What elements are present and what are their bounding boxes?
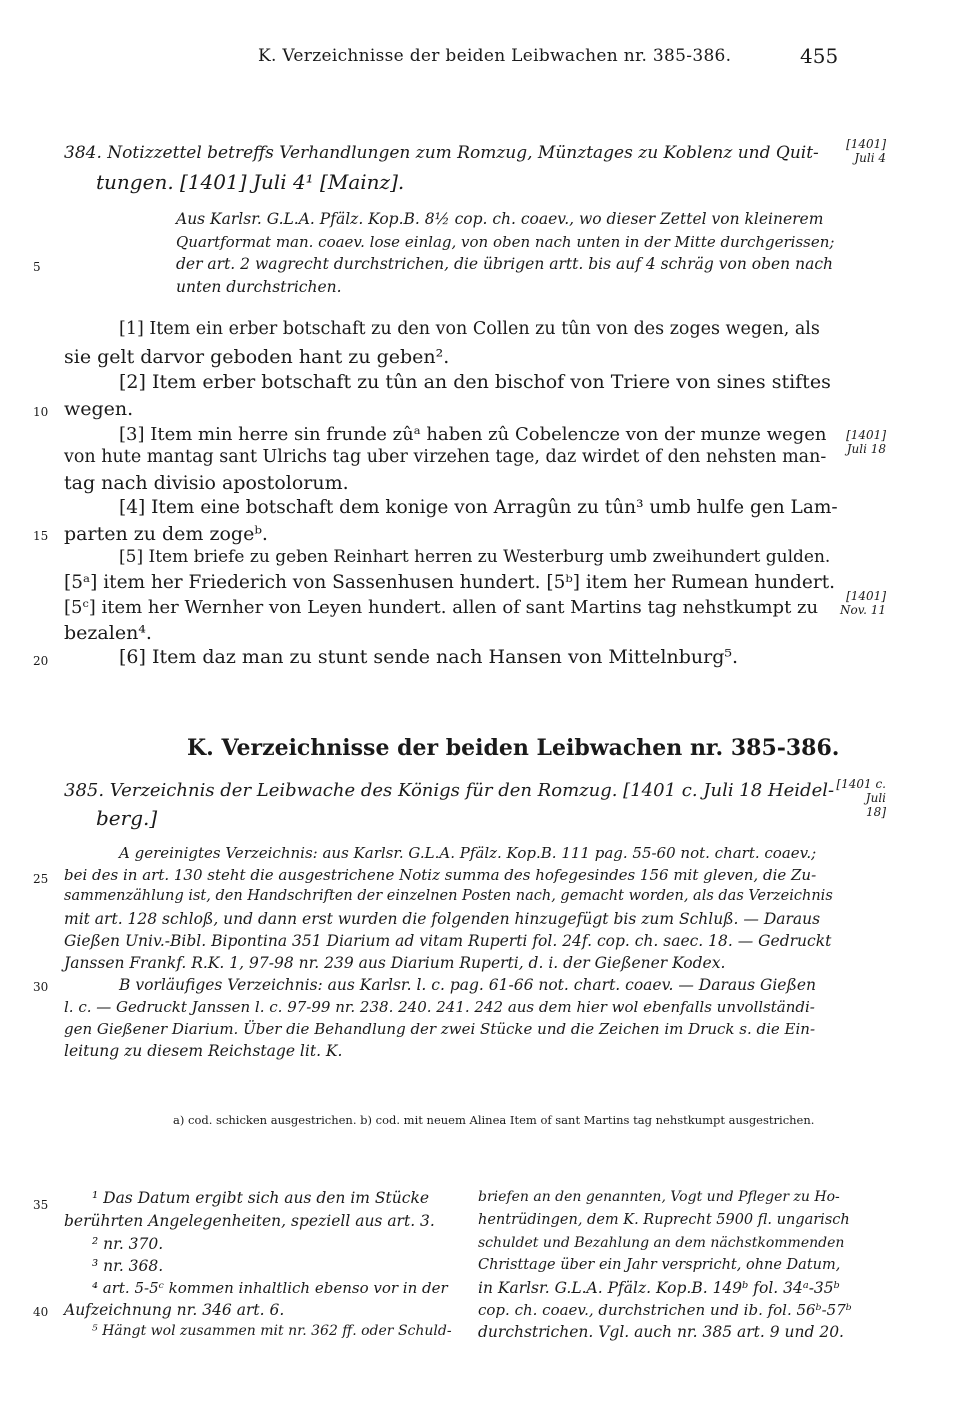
- remark-385-line: A gereinigtes Verzeichnis: aus Karlsr. G.L.A. Pfälz. Kop.B. 111 pag. 55-60 not. chart. coaev.;: [119, 844, 817, 862]
- line-number: 25: [33, 872, 49, 886]
- remark-385-line: l. c. — Gedruckt Janssen l. c. 97-99 nr. 238. 240. 241. 242 aus dem hier wol ebenfalls unvollständi-: [64, 998, 815, 1016]
- body-384-line: [2] Item erber botschaft zu tûn an den bischof von Triere von sines stiftes: [119, 371, 831, 393]
- remark-384-line: unten durchstrichen.: [176, 278, 342, 296]
- page-number: 455: [800, 44, 839, 68]
- body-384-line: [4] Item eine botschaft dem konige von Arragûn zu tûn³ umb hulfe gen Lam-: [119, 497, 838, 518]
- margin-date-juli-18: [1401] Juli 18: [846, 428, 886, 456]
- footnote-line: in Karlsr. G.L.A. Pfälz. Kop.B. 149ᵇ fol. 34ᵃ-35ᵇ: [478, 1279, 840, 1297]
- footnote-line: ¹ Das Datum ergibt sich aus den im Stücke: [92, 1189, 430, 1207]
- remark-385-line: B vorläufiges Verzeichnis: aus Karlsr. l. c. pag. 61-66 not. chart. coaev. — Daraus Gießen: [119, 976, 816, 994]
- textual-apparatus: a) cod. schicken ausgestrichen. b) cod. mit neuem Alinea Item of sant Martins tag nehstkumpt ausgestrichen.: [173, 1113, 815, 1127]
- line-number: 10: [33, 405, 49, 419]
- line-number: 35: [33, 1198, 49, 1212]
- body-384-line: bezalen⁴.: [64, 622, 152, 644]
- item-385-title-line-1: 385. Verzeichnis der Leibwache des Königs für den Romzug. [1401 c. Juli 18 Heidel-: [64, 780, 835, 801]
- line-number: 30: [33, 980, 49, 994]
- remark-385-line: sammenzählung ist, den Handschriften der einzelnen Posten nach, gemacht worden, als das Verzeichnis: [64, 888, 833, 904]
- remark-384-line: Quartformat man. coaev. lose einlag, von oben nach unten in der Mitte durchgerissen;: [176, 233, 835, 251]
- margin-date-nov-11: [1401] Nov. 11: [840, 589, 886, 617]
- body-384-line: parten zu dem zogeᵇ.: [64, 523, 268, 545]
- body-384-line: sie gelt darvor geboden hant zu geben².: [64, 346, 450, 368]
- line-number: 15: [33, 529, 49, 543]
- remark-385-line: Janssen Frankf. R.K. 1, 97-98 nr. 239 aus Diarium Ruperti, d. i. der Gießener Kodex.: [64, 954, 726, 972]
- running-header: K. Verzeichnisse der beiden Leibwachen nr. 385-386.: [258, 46, 732, 66]
- body-384-line: wegen.: [64, 398, 134, 420]
- line-number: 5: [33, 260, 41, 274]
- footnote-line: Christtage über ein Jahr verspricht, ohne Datum,: [478, 1257, 841, 1273]
- body-384-line: von hute mantag sant Ulrichs tag uber virzehen tage, daz wirdet of den nehsten man-: [64, 447, 827, 467]
- margin-date-385: [1401 c. Juli 18]: [836, 777, 886, 819]
- footnote-line: briefen an den genannten, Vogt und Pfleger zu Ho-: [478, 1189, 840, 1205]
- footnote-line: berührten Angelegenheiten, speziell aus art. 3.: [64, 1212, 435, 1230]
- footnote-line: ³ nr. 368.: [92, 1257, 164, 1275]
- remark-384-line: der art. 2 wagrecht durchstrichen, die übrigen artt. bis auf 4 schräg von oben nach: [176, 255, 833, 273]
- footnote-line: hentrüdingen, dem K. Ruprecht 5900 fl. ungarisch: [478, 1212, 850, 1228]
- body-384-line: [1] Item ein erber botschaft zu den von Collen zu tûn von des zoges wegen, als: [119, 319, 820, 339]
- item-384-title-line-1: 384. Notizzettel betreffs Verhandlungen zum Romzug, Münztages zu Koblenz und Quit-: [64, 143, 819, 163]
- remark-385-line: leitung zu diesem Reichstage lit. K.: [64, 1042, 343, 1060]
- section-heading: K. Verzeichnisse der beiden Leibwachen nr. 385-386.: [187, 735, 840, 761]
- footnote-line: Aufzeichnung nr. 346 art. 6.: [64, 1301, 285, 1319]
- margin-date-384: [1401] Juli 4: [846, 137, 886, 165]
- remark-385-line: mit art. 128 schloß, und dann erst wurden die folgenden hinzugefügt bis zum Schluß. — Daraus: [64, 910, 821, 928]
- footnote-line: durchstrichen. Vgl. auch nr. 385 art. 9 und 20.: [478, 1323, 844, 1341]
- line-number: 20: [33, 654, 49, 668]
- body-384-line: [3] Item min herre sin frunde zûᵃ haben zû Cobelencze von der munze wegen: [119, 424, 827, 445]
- footnote-line: schuldet und Bezahlung an dem nächstkommenden: [478, 1235, 845, 1251]
- item-385-title-line-2: berg.]: [96, 806, 158, 830]
- footnote-line: cop. ch. coaev., durchstrichen und ib. fol. 56ᵇ-57ᵇ: [478, 1301, 852, 1319]
- remark-385-line: Gießen Univ.-Bibl. Bipontina 351 Diarium ad vitam Ruperti fol. 24f. cop. ch. saec. 18. — Gedruckt: [64, 932, 832, 950]
- item-384-title-line-2: tungen. [1401] Juli 4¹ [Mainz].: [96, 170, 405, 194]
- body-384-line: [6] Item daz man zu stunt sende nach Hansen von Mittelnburg⁵.: [119, 646, 739, 668]
- remark-385-line: bei des in art. 130 steht die ausgestrichene Notiz summa des hofegesindes 156 mit gleven, die Zu-: [64, 866, 817, 884]
- line-number: 40: [33, 1305, 49, 1319]
- remark-385-line: gen Gießener Diarium. Über die Behandlung der zwei Stücke und die Zeichen im Druck s. die Ein-: [64, 1020, 816, 1038]
- body-384-line: [5] Item briefe zu geben Reinhart herren zu Westerburg umb zweihundert gulden.: [119, 547, 831, 567]
- footnote-line: ⁴ art. 5-5ᶜ kommen inhaltlich ebenso vor in der: [92, 1279, 448, 1297]
- body-384-line: [5ᶜ] item her Wernher von Leyen hundert. allen of sant Martins tag nehstkumpt zu: [64, 597, 819, 618]
- remark-384-line: Aus Karlsr. G.L.A. Pfälz. Kop.B. 8½ cop. ch. coaev., wo dieser Zettel von kleinerem: [176, 210, 824, 228]
- footnote-line: ⁵ Hängt wol zusammen mit nr. 362 ff. oder Schuld-: [92, 1323, 452, 1339]
- footnote-line: ² nr. 370.: [92, 1235, 164, 1253]
- body-384-line: [5ᵃ] item her Friederich von Sassenhusen hundert. [5ᵇ] item her Rumean hundert.: [64, 572, 836, 593]
- body-384-line: tag nach divisio apostolorum.: [64, 472, 349, 494]
